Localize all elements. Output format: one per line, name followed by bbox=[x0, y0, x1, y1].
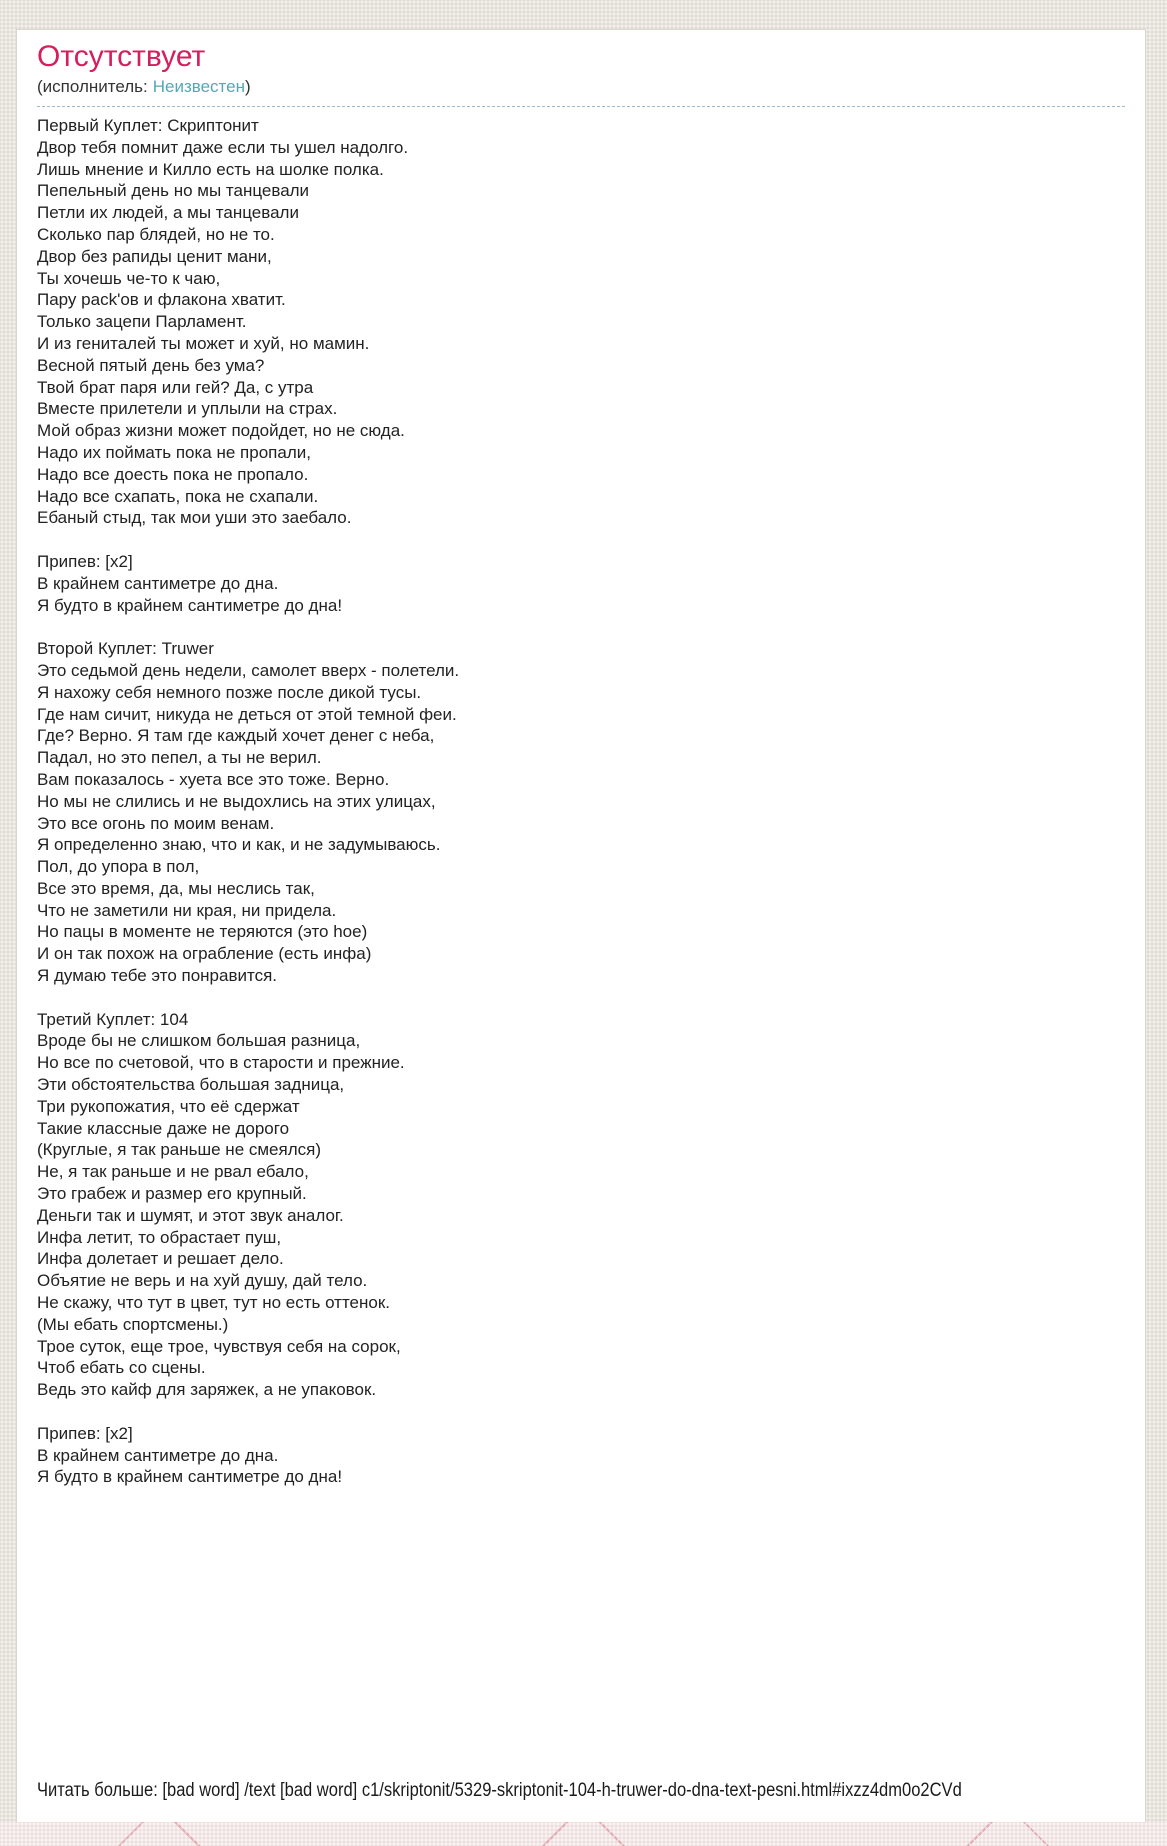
lyrics-line: Такие классные даже не дорого bbox=[37, 1118, 290, 1138]
lyrics-line: Я будто в крайнем сантиметре до дна! bbox=[37, 1467, 343, 1487]
lyrics-line: (Круглые, я так раньше не смеялся) bbox=[37, 1140, 322, 1160]
lyrics-line: Второй Куплет: Truwer bbox=[37, 639, 214, 659]
lyrics-line: Двор тебя помнит даже если ты ушел надолго. bbox=[37, 137, 409, 157]
stanza-verse-1 bbox=[37, 115, 1125, 529]
lyrics-line: Припев: [x2] bbox=[37, 551, 133, 571]
lyrics-line: Эти обстоятельства большая задница, bbox=[37, 1075, 345, 1095]
lyrics-line: Не скажу, что тут в цвет, тут но есть оттенок. bbox=[37, 1293, 391, 1313]
page-title: Отсутствует bbox=[37, 40, 206, 73]
content-panel bbox=[16, 29, 1146, 1823]
lyrics-line: Что не заметили ни края, ни придела. bbox=[37, 900, 337, 920]
lyrics-line: Лишь мнение и Килло есть на шолке полка. bbox=[37, 159, 384, 179]
lyrics-line: Не, я так раньше и не рвал ебало, bbox=[37, 1162, 309, 1182]
artist-close-paren: ) bbox=[245, 77, 251, 96]
stanza-chorus-2 bbox=[37, 1423, 1125, 1488]
lyrics-line: Но мы не слились и не выдохлись на этих улицах, bbox=[37, 791, 436, 811]
lyrics-line: Это седьмой день недели, самолет вверх - полетели. bbox=[37, 660, 460, 680]
lyrics-line: Но все по счетовой, что в старости и прежние. bbox=[37, 1053, 405, 1073]
lyrics-line: Вместе прилетели и уплыли на страх. bbox=[37, 399, 338, 419]
lyrics-line: Инфа долетает и решает дело. bbox=[37, 1249, 284, 1269]
lyrics-line: Пепельный день но мы танцевали bbox=[37, 181, 310, 201]
lyrics-line: Это грабеж и размер его крупный. bbox=[37, 1184, 307, 1204]
lyrics-line: Три рукопожатия, что её сдержат bbox=[37, 1096, 300, 1116]
stanza-chorus-1 bbox=[37, 551, 1125, 616]
lyrics-line: Вроде бы не слишком большая разница, bbox=[37, 1031, 361, 1051]
lyrics-line: В крайнем сантиметре до дна. bbox=[37, 573, 279, 593]
lyrics-line: Надо их поймать пока не пропали, bbox=[37, 442, 311, 462]
lyrics-line: Сколько пар блядей, но не то. bbox=[37, 224, 275, 244]
lyrics-line: Инфа летит, то обрастает пуш, bbox=[37, 1227, 282, 1247]
lyrics bbox=[37, 115, 1125, 1488]
lyrics-line: Это все огонь по моим венам. bbox=[37, 813, 275, 833]
lyrics-line: Ведь это кайф для заряжек, а не упаковок. bbox=[37, 1380, 377, 1400]
lyrics-line: Мой образ жизни может подойдет, но не сюда. bbox=[37, 421, 405, 441]
lyrics-line: Все это время, да, мы неслись так, bbox=[37, 878, 315, 898]
lyrics-line: Ебаный стыд, так мои уши это заебало. bbox=[37, 508, 352, 528]
stanza-verse-2 bbox=[37, 638, 1125, 987]
read-more-text: Читать больше: [bad word] /text [bad word] c1/skriptonit/5329-skriptonit-104-h-truwer-do-dna-text-pesni.html#ixzz4dm0o2CVd bbox=[37, 1780, 962, 1801]
lyrics-line: Я определенно знаю, что и как, и не задумываюсь. bbox=[37, 835, 441, 855]
lyrics-line: Пол, до упора в пол, bbox=[37, 857, 200, 877]
lyrics-line: Третий Куплет: 104 bbox=[37, 1009, 189, 1029]
lyrics-line: Чтоб ебать со сцены. bbox=[37, 1358, 206, 1378]
lyrics-line: Трое суток, еще трое, чувствуя себя на сорок, bbox=[37, 1336, 401, 1356]
lyrics-line: Надо все доесть пока не пропало. bbox=[37, 464, 309, 484]
lyrics-line: Двор без рапиды ценит мани, bbox=[37, 246, 272, 266]
bottom-texture bbox=[0, 1822, 1167, 1846]
lyrics-line: Надо все схапать, пока не схапали. bbox=[37, 486, 319, 506]
artist-line bbox=[37, 76, 1125, 107]
lyrics-line: Где нам сичит, никуда не деться от этой темной феи. bbox=[37, 704, 457, 724]
lyrics-line: И из гениталей ты может и хуй, но мамин. bbox=[37, 333, 370, 353]
lyrics-line: Только зацепи Парламент. bbox=[37, 312, 247, 332]
lyrics-line: Припев: [x2] bbox=[37, 1423, 133, 1443]
lyrics-line: Вам показалось - хуета все это тоже. Верно. bbox=[37, 769, 390, 789]
stanza-spacer bbox=[37, 616, 1125, 638]
stanza-spacer bbox=[37, 529, 1125, 551]
lyrics-line: Деньги так и шумят, и этот звук аналог. bbox=[37, 1205, 344, 1225]
lyrics-line: Я нахожу себя немного позже после дикой тусы. bbox=[37, 682, 422, 702]
lyrics-line: Петли их людей, а мы танцевали bbox=[37, 203, 299, 223]
lyrics-line: Объятие не верь и на хуй душу, дай тело. bbox=[37, 1271, 368, 1291]
lyrics-line: Весной пятый день без ума? bbox=[37, 355, 265, 375]
lyrics-line: Где? Верно. Я там где каждый хочет денег с неба, bbox=[37, 726, 435, 746]
artist-label: (исполнитель: bbox=[37, 77, 148, 96]
read-more-line bbox=[37, 1780, 1145, 1802]
lyrics-line: Ты хочешь че-то к чаю, bbox=[37, 268, 221, 288]
artist-link[interactable]: Неизвестен bbox=[152, 77, 245, 96]
lyrics-line: В крайнем сантиметре до дна. bbox=[37, 1445, 279, 1465]
lyrics-line: Но пацы в моменте не теряются (это hoe) bbox=[37, 922, 368, 942]
stanza-spacer bbox=[37, 987, 1125, 1009]
lyrics-line: Падал, но это пепел, а ты не верил. bbox=[37, 748, 322, 768]
stanza-verse-3 bbox=[37, 1009, 1125, 1401]
lyrics-line: (Мы ебать спортсмены.) bbox=[37, 1314, 229, 1334]
lyrics-line: Первый Куплет: Скриптонит bbox=[37, 116, 259, 135]
lyrics-line: Твой брат паря или гей? Да, с утра bbox=[37, 377, 314, 397]
lyrics-line: Пару pack'ов и флакона хватит. bbox=[37, 290, 286, 310]
lyrics-line: Я будто в крайнем сантиметре до дна! bbox=[37, 595, 343, 615]
lyrics-line: Я думаю тебе это понравится. bbox=[37, 966, 278, 986]
stanza-spacer bbox=[37, 1401, 1125, 1423]
lyrics-line: И он так похож на ограбление (есть инфа) bbox=[37, 944, 372, 964]
